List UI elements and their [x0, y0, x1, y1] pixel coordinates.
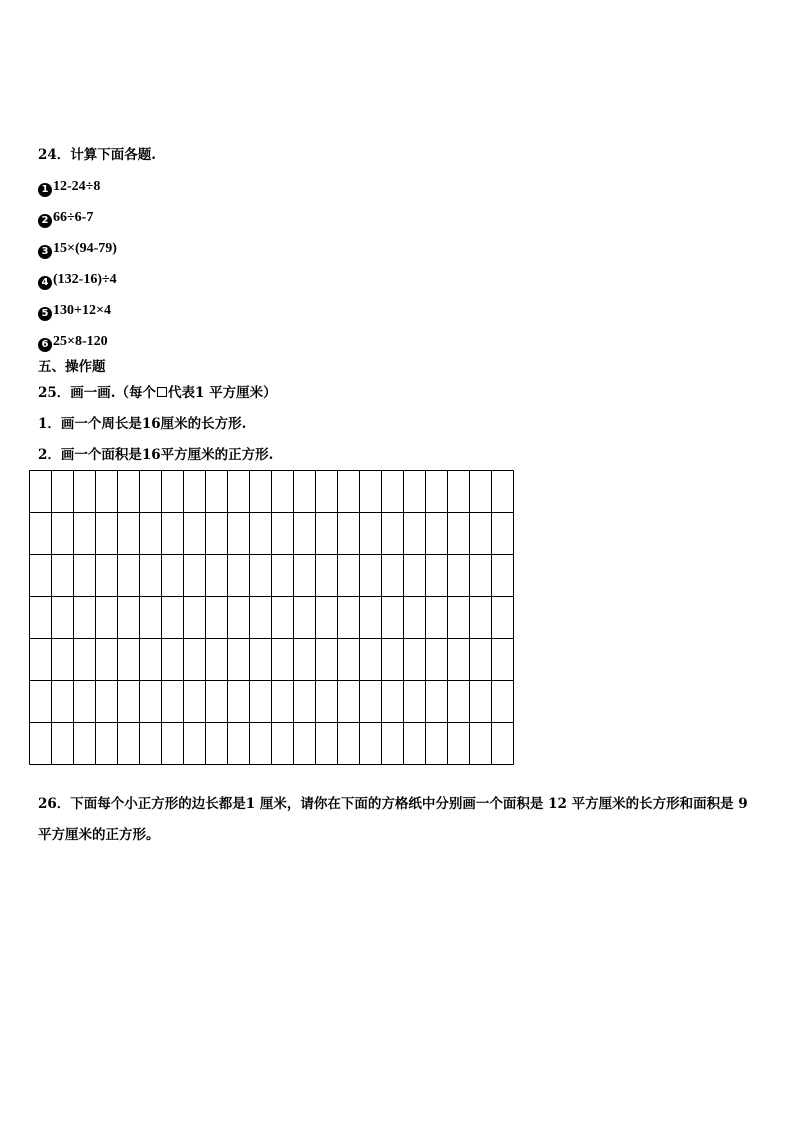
q25-title: [38, 384, 277, 402]
expression: (132-16)÷4: [53, 272, 117, 287]
expression: 15×(94-79): [53, 241, 117, 256]
circled-number: 3: [38, 245, 52, 259]
q26-line-2: 平方厘米的正方形。: [38, 827, 160, 843]
circled-number: 6: [38, 338, 52, 352]
expression: 25×8-120: [53, 334, 108, 349]
q25-task-1: 1．画一个周长是16厘米的长方形.: [38, 416, 247, 432]
q25-title-pre: 25．画一画.（每个: [38, 385, 156, 401]
section-title: 五、操作题: [38, 359, 106, 375]
circled-number: 2: [38, 214, 52, 228]
q24-item-1: [38, 177, 100, 197]
q24-item-2: [38, 208, 93, 228]
circled-number: 4: [38, 276, 52, 290]
expression: 66÷6-7: [53, 210, 94, 225]
expression: 130+12×4: [53, 303, 111, 318]
grid-paper: [29, 470, 517, 768]
circled-number: 1: [38, 183, 52, 197]
expression: 12-24÷8: [53, 179, 101, 194]
q24-item-5: [38, 301, 111, 321]
square-icon: [157, 387, 167, 397]
circled-number: 5: [38, 307, 52, 321]
q25-title-post: 代表1 平方厘米）: [168, 385, 277, 401]
q24-title: 24．计算下面各题.: [38, 147, 156, 163]
q24-item-6: [38, 332, 108, 352]
q24-item-4: [38, 270, 117, 290]
q26-line-1: 26．下面每个小正方形的边长都是1 厘米，请你在下面的方格纸中分别画一个面积是 12 平方厘米的长方形和面积是 9: [38, 796, 748, 812]
q25-task-2: 2．画一个面积是16平方厘米的正方形.: [38, 447, 274, 463]
q24-item-3: [38, 239, 117, 259]
